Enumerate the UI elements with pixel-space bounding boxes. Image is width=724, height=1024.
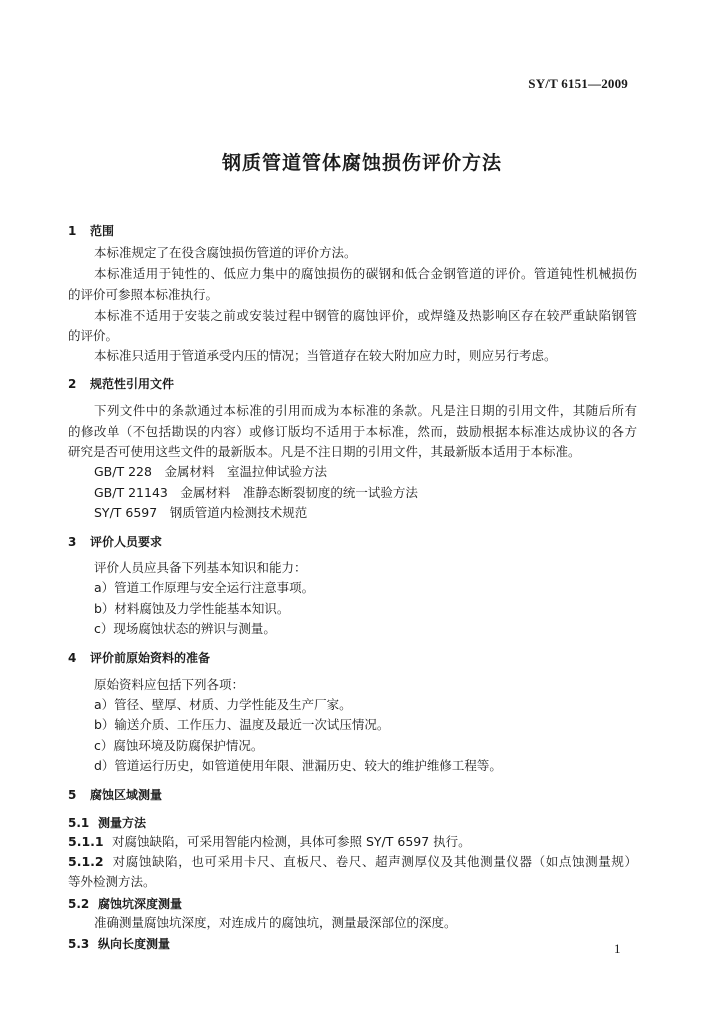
paragraph-line: 本标准不适用于安装之前或安装过程中钢管的腐蚀评价，或焊缝及热影响区存在较严重缺陷钢管 <box>94 308 637 323</box>
reference-item: GB/T 228 金属材料 室温拉伸试验方法 <box>94 464 327 479</box>
paragraph-line: 的评价。 <box>68 328 119 343</box>
clause-number: 5.1.1 <box>68 834 104 849</box>
subsection-number: 5.3 <box>68 937 90 951</box>
list-item: b）输送介质、工作压力、温度及最近一次试压情况。 <box>94 717 390 732</box>
paragraph-line: 原始资料应包括下列各项： <box>94 677 245 692</box>
list-item: a）管道工作原理与安全运行注意事项。 <box>94 580 315 595</box>
list-item: c）现场腐蚀状态的辨识与测量。 <box>94 621 276 636</box>
section-title: 腐蚀区域测量 <box>90 788 163 802</box>
section-heading-1 <box>68 222 114 239</box>
subsection-heading-5-3 <box>68 935 170 952</box>
section-heading-2 <box>68 375 174 392</box>
subsection-heading-5-2 <box>68 895 182 912</box>
paragraph-line: 准确测量腐蚀坑深度，对连成片的腐蚀坑，测量最深部位的深度。 <box>94 915 457 930</box>
clause-continuation: 等外检测方法。 <box>68 874 156 889</box>
page-number: 1 <box>614 941 621 956</box>
section-number: 4 <box>68 651 77 665</box>
paragraph-line: 评价人员应具备下列基本知识和能力： <box>94 560 307 575</box>
section-number: 1 <box>68 224 77 238</box>
list-item: c）腐蚀环境及防腐保护情况。 <box>94 738 264 753</box>
section-number: 2 <box>68 377 77 391</box>
section-title: 规范性引用文件 <box>90 377 175 391</box>
section-number: 5 <box>68 788 77 802</box>
clause-text: 对腐蚀缺陷，可采用智能内检测，具体可参照 SY/T 6597 执行。 <box>112 834 471 849</box>
list-item: a）管径、壁厚、材质、力学性能及生产厂家。 <box>94 697 352 712</box>
standard-code: SY/T 6151—2009 <box>528 76 628 91</box>
subsection-heading-5-1 <box>68 814 146 831</box>
list-item: d）管道运行历史，如管道使用年限、泄漏历史、较大的维护维修工程等。 <box>94 758 502 773</box>
section-heading-5 <box>68 786 162 803</box>
reference-item: GB/T 21143 金属材料 准静态断裂韧度的统一试验方法 <box>94 485 418 500</box>
list-item: b）材料腐蚀及力学性能基本知识。 <box>94 601 290 616</box>
paragraph-line: 研究是否可使用这些文件的最新版本。凡是不注日期的引用文件，其最新版本适用于本标准。 <box>68 444 581 459</box>
clause-text: 对腐蚀缺陷，也可采用卡尺、直板尺、卷尺、超声测厚仪及其他测量仪器（如点蚀测量规） <box>112 854 637 869</box>
clause-number: 5.1.2 <box>68 854 104 869</box>
subsection-title: 纵向长度测量 <box>98 937 171 951</box>
paragraph-line: 本标准规定了在役含腐蚀损伤管道的评价方法。 <box>94 245 357 260</box>
section-title: 评价人员要求 <box>90 535 163 549</box>
subsection-number: 5.2 <box>68 897 90 911</box>
paragraph-line: 的修改单（不包括勘误的内容）或修订版均不适用于本标准，然而，鼓励根据本标准达成协议的各方 <box>68 424 637 439</box>
section-title: 评价前原始资料的准备 <box>90 651 211 665</box>
document-title: 钢质管道管体腐蚀损伤评价方法 <box>221 152 502 174</box>
paragraph-line: 的评价可参照本标准执行。 <box>68 287 219 302</box>
paragraph-line: 下列文件中的条款通过本标准的引用而成为本标准的条款。凡是注日期的引用文件，其随后所有 <box>94 403 637 418</box>
section-title: 范围 <box>90 224 115 238</box>
reference-item: SY/T 6597 钢质管道内检测技术规范 <box>94 505 308 520</box>
section-heading-3 <box>68 533 162 550</box>
clause-5-1-2 <box>68 854 637 870</box>
section-number: 3 <box>68 535 77 549</box>
subsection-title: 腐蚀坑深度测量 <box>98 897 183 911</box>
clause-5-1-1 <box>68 834 471 850</box>
subsection-number: 5.1 <box>68 816 90 830</box>
section-heading-4 <box>68 649 210 666</box>
subsection-title: 测量方法 <box>98 816 147 830</box>
paragraph-line: 本标准只适用于管道承受内压的情况；当管道存在较大附加应力时，则应另行考虑。 <box>94 348 557 363</box>
paragraph-line: 本标准适用于钝性的、低应力集中的腐蚀损伤的碳钢和低合金钢管道的评价。管道钝性机械损伤 <box>94 266 637 281</box>
